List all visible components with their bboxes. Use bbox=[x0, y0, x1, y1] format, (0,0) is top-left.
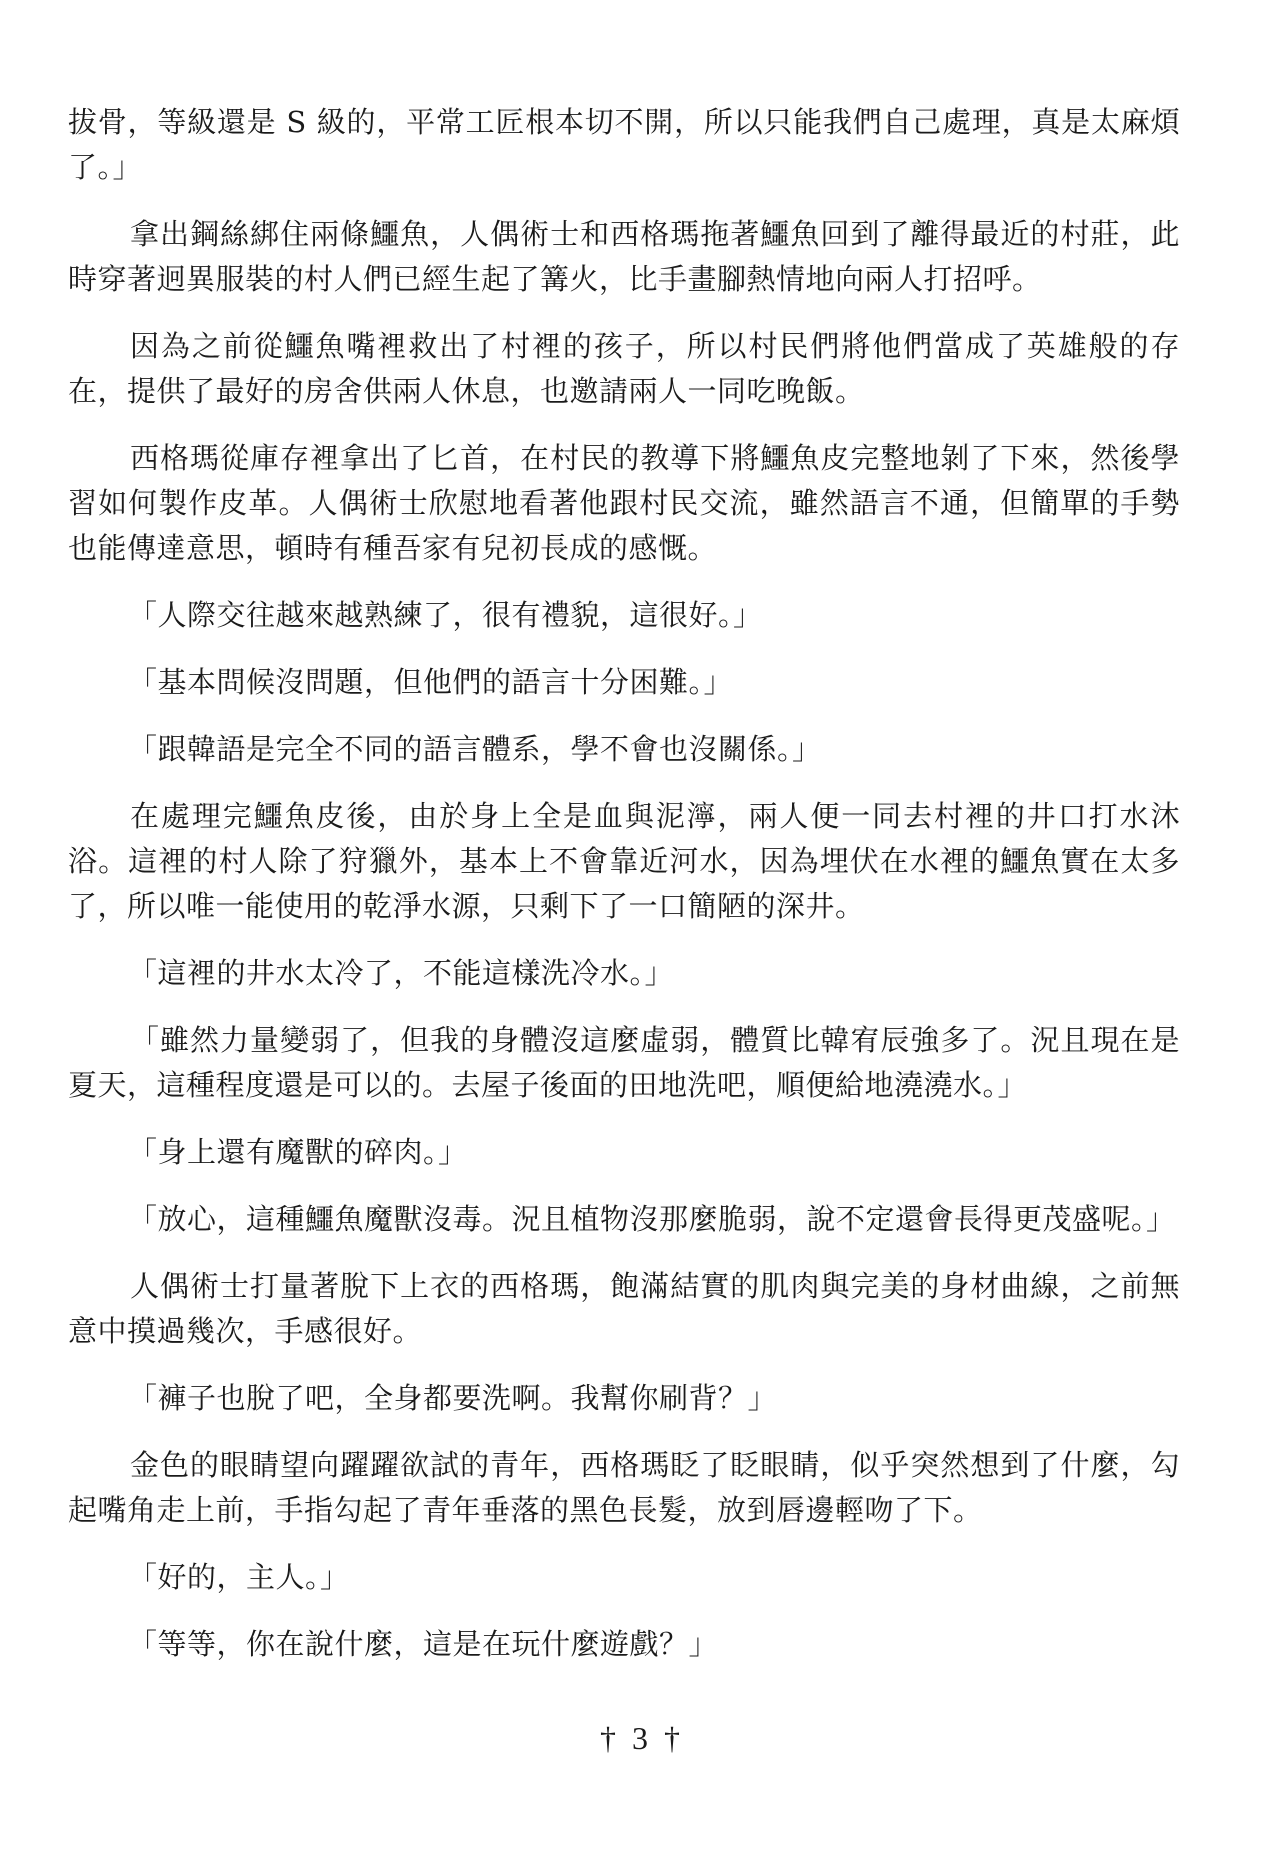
paragraph: 因為之前從鱷魚嘴裡救出了村裡的孩子，所以村民們將他們當成了英雄般的存在，提供了最好的房舍供兩人休息，也邀請兩人一同吃晚飯。 bbox=[68, 329, 1180, 408]
dialogue-line: 「放心，這種鱷魚魔獸沒毒。況且植物沒那麼脆弱，說不定還會長得更茂盛呢。」 bbox=[128, 1202, 1176, 1236]
dialogue-line: 「好的，主人。」 bbox=[128, 1560, 350, 1594]
paragraph: 拿出鋼絲綁住兩條鱷魚，人偶術士和西格瑪拖著鱷魚回到了離得最近的村莊，此時穿著迥異服裝的村人們已經生起了篝火，比手畫腳熱情地向兩人打招呼。 bbox=[68, 217, 1180, 296]
paragraph: 拔骨，等級還是 S 級的，平常工匠根本切不開，所以只能我們自己處理，真是太麻煩了。」 bbox=[68, 105, 1180, 184]
dialogue-line: 「基本問候沒問題，但他們的語言十分困難。」 bbox=[128, 665, 734, 699]
dialogue-line: 「人際交往越來越熟練了，很有禮貌，這很好。」 bbox=[128, 598, 763, 632]
paragraph: 西格瑪從庫存裡拿出了匕首，在村民的教導下將鱷魚皮完整地剝了下來，然後學習如何製作皮革。人偶術士欣慰地看著他跟村民交流，雖然語言不通，但簡單的手勢也能傳達意思，頓時有種吾家有兒初長成的感慨。 bbox=[68, 441, 1180, 565]
paragraph: 在處理完鱷魚皮後，由於身上全是血與泥濘，兩人便一同去村裡的井口打水沐浴。這裡的村人除了狩獵外，基本上不會靠近河水，因為埋伏在水裡的鱷魚實在太多了，所以唯一能使用的乾淨水源，只剩下了一口簡陋的深井。 bbox=[68, 799, 1180, 923]
dialogue-line: 「等等，你在說什麼，這是在玩什麼遊戲？」 bbox=[128, 1627, 719, 1661]
dialogue-line: 「身上還有魔獸的碎肉。」 bbox=[128, 1135, 468, 1169]
document-body bbox=[68, 100, 1180, 1689]
page-number: † 3 † bbox=[600, 1720, 684, 1756]
paragraph: 人偶術士打量著脫下上衣的西格瑪，飽滿結實的肌肉與完美的身材曲線，之前無意中摸過幾次，手感很好。 bbox=[68, 1269, 1180, 1348]
paragraph: 金色的眼睛望向躍躍欲試的青年，西格瑪眨了眨眼睛，似乎突然想到了什麼，勾起嘴角走上前，手指勾起了青年垂落的黑色長髮，放到唇邊輕吻了下。 bbox=[68, 1448, 1180, 1527]
dialogue-line: 「雖然力量變弱了，但我的身體沒這麼虛弱，體質比韓宥辰強多了。況且現在是夏天，這種程度還是可以的。去屋子後面的田地洗吧，順便給地澆澆水。」 bbox=[68, 1023, 1180, 1102]
dialogue-line: 「這裡的井水太冷了，不能這樣洗冷水。」 bbox=[128, 956, 675, 990]
dialogue-line: 「褲子也脫了吧，全身都要洗啊。我幫你刷背？」 bbox=[128, 1381, 778, 1415]
dialogue-line: 「跟韓語是完全不同的語言體系，學不會也沒關係。」 bbox=[128, 732, 822, 766]
